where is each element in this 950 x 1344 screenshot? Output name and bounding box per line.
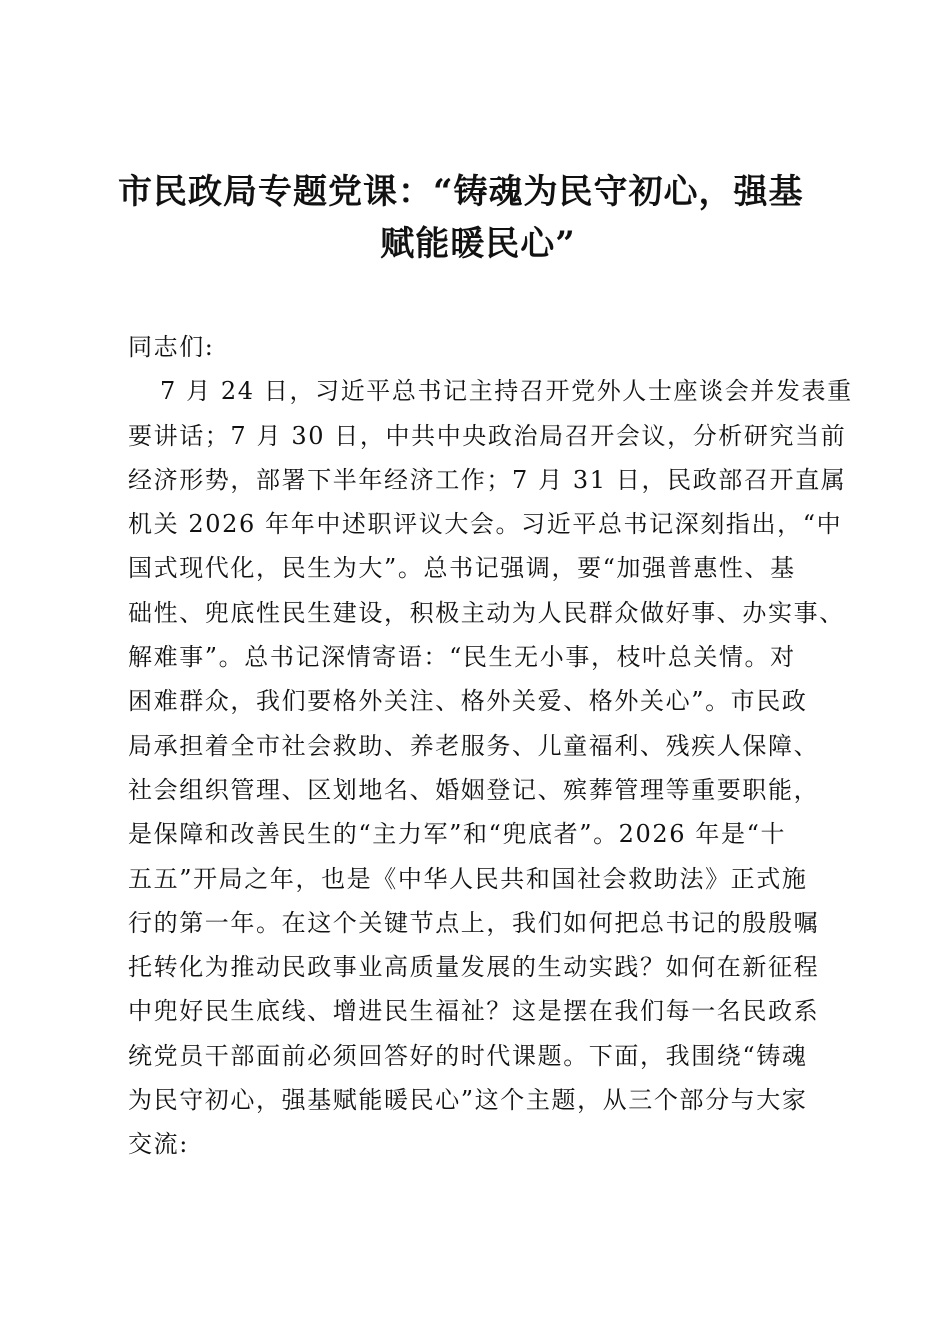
document-body bbox=[128, 325, 853, 1167]
paragraph-line: 交流: bbox=[128, 1130, 189, 1159]
paragraph-line: 经济形势，部署下半年经济工作；7 月 31 日，民政部召开直属 bbox=[128, 465, 847, 494]
paragraph-line: 是保障和改善民生的“主力军”和“兜底者”。2026 年是“十 bbox=[128, 820, 787, 849]
paragraph-line: 中兜好民生底线、增进民生福祉？这是摆在我们每一名民政系 bbox=[128, 997, 820, 1026]
paragraph-line: 解难事”。总书记深情寄语：“民生无小事，枝叶总关情。对 bbox=[128, 643, 796, 672]
paragraph-line: 要讲话；7 月 30 日，中共中央政治局召开会议，分析研究当前 bbox=[128, 421, 847, 450]
title-line-2: 赋能暖民心” bbox=[380, 224, 576, 264]
paragraph-line: 行的第一年。在这个关键节点上，我们如何把总书记的殷殷嘱 bbox=[128, 908, 820, 937]
paragraph-line: 困难群众，我们要格外关注、格外关爱、格外关心”。市民政 bbox=[128, 687, 808, 716]
paragraph-line: 五五”开局之年，也是《中华人民共和国社会救助法》正式施 bbox=[128, 864, 808, 893]
paragraph-line: 局承担着全市社会救助、养老服务、儿童福利、残疾人保障、 bbox=[128, 731, 820, 760]
paragraph-line: 机关 2026 年年中述职评议大会。习近平总书记深刻指出，“中 bbox=[128, 510, 843, 539]
paragraph-line: 社会组织管理、区划地名、婚姻登记、殡葬管理等重要职能， bbox=[128, 775, 820, 804]
paragraph-line: 国式现代化，民生为大”。总书记强调，要“加强普惠性、基 bbox=[128, 554, 796, 583]
paragraph-line: 7 月 24 日，习近平总书记主持召开党外人士座谈会并发表重 bbox=[160, 377, 853, 406]
paragraph-line: 托转化为推动民政事业高质量发展的生动实践？如何在新征程 bbox=[128, 953, 820, 982]
salutation: 同志们: bbox=[128, 333, 215, 361]
title-line-1: 市民政局专题党课：“铸魂为民守初心，强基 bbox=[118, 172, 804, 212]
document-title bbox=[118, 166, 838, 270]
paragraph-line: 统党员干部面前必须回答好的时代课题。下面，我围绕“铸魂 bbox=[128, 1041, 808, 1070]
paragraph-line: 础性、兜底性民生建设，积极主动为人民群众做好事、办实事、 bbox=[128, 598, 845, 627]
paragraph-line: 为民守初心，强基赋能暖民心”这个主题，从三个部分与大家 bbox=[128, 1086, 808, 1115]
